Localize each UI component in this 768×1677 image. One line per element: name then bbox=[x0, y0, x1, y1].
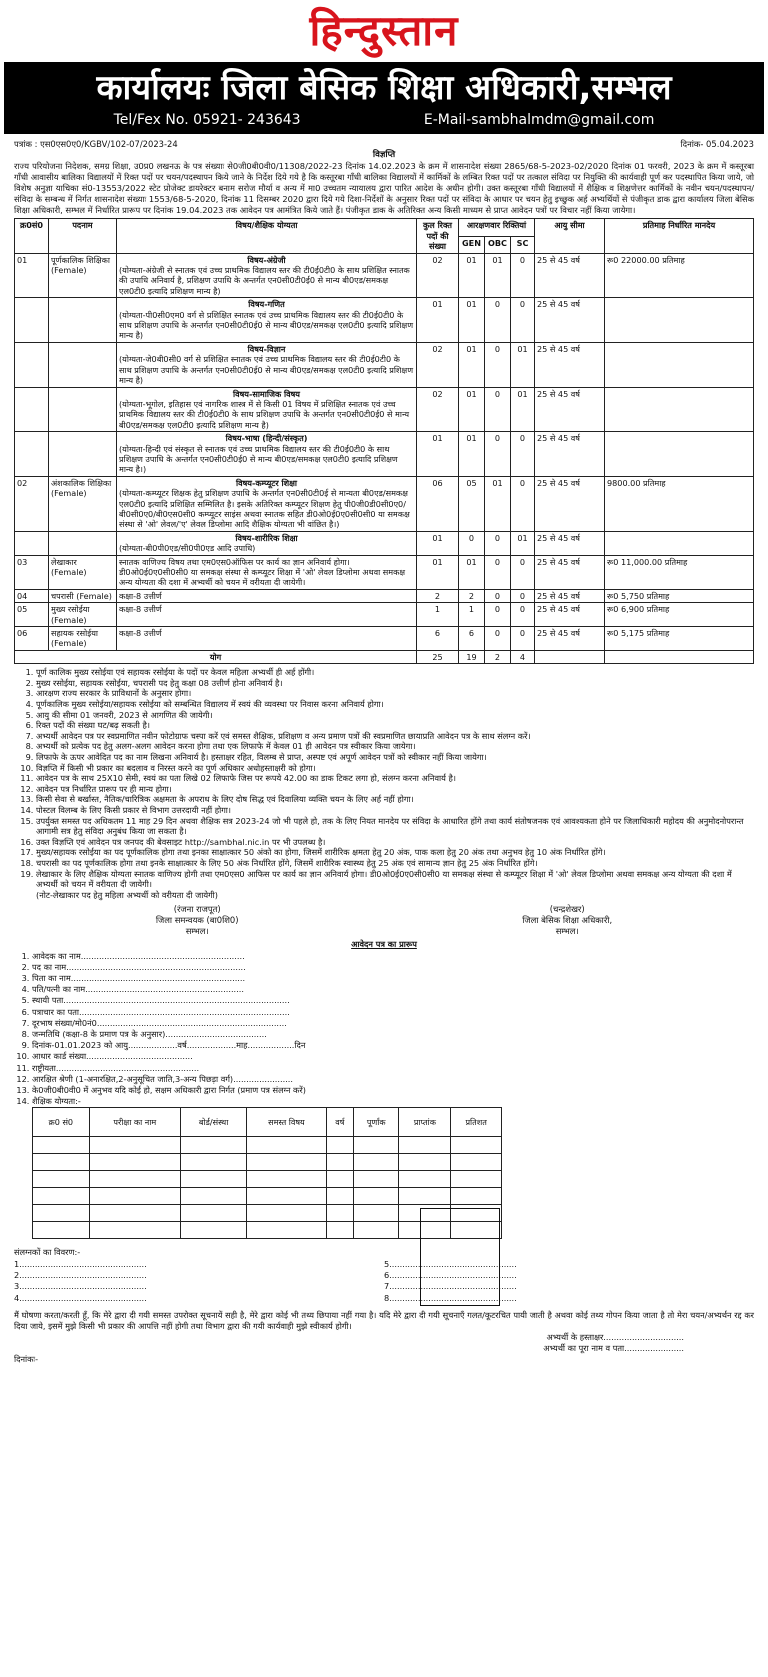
application-form bbox=[14, 939, 754, 1365]
cell-subject bbox=[117, 555, 417, 589]
reference-number: पत्रांक : एस0एस0ए0/KGBV/102-07/2023-24 bbox=[14, 139, 178, 149]
cell-obc: 0 bbox=[485, 342, 511, 387]
education-header-cell: प्राप्तांक bbox=[399, 1108, 451, 1137]
education-header-cell: क्र0 सं0 bbox=[33, 1108, 90, 1137]
education-cell bbox=[33, 1137, 90, 1154]
cell-gen: 1 bbox=[459, 603, 485, 627]
cell-pay bbox=[605, 387, 754, 432]
education-cell bbox=[399, 1188, 451, 1205]
education-header-cell: समस्त विषय bbox=[247, 1108, 327, 1137]
cell-obc: 0 bbox=[485, 298, 511, 343]
education-cell bbox=[451, 1188, 502, 1205]
enclosure-item: 8................................................. bbox=[384, 1292, 517, 1303]
subject-title: विषय-भाषा (हिन्दी/संस्कृत) bbox=[225, 433, 308, 444]
education-cell bbox=[181, 1188, 247, 1205]
cell-sno: 03 bbox=[15, 555, 49, 589]
total-label: योग bbox=[15, 650, 417, 663]
education-cell bbox=[353, 1222, 398, 1239]
table-row bbox=[15, 531, 754, 555]
cell-subject bbox=[117, 627, 417, 651]
education-cell bbox=[326, 1222, 353, 1239]
education-cell bbox=[326, 1171, 353, 1188]
cell-sc: 0 bbox=[511, 253, 535, 298]
enclosure-item: 7................................................. bbox=[384, 1281, 517, 1292]
cell-pay bbox=[605, 342, 754, 387]
office-title: कार्यालयः जिला बेसिक शिक्षा अधिकारी,सम्भल bbox=[96, 68, 672, 108]
note-item: 17. मुख्य/सहायक रसोईया का पद पूर्णकालिक होगा तथा इनका साक्षात्कार 50 अंको का होगा, जिसमें शारीरिक क्षमता हेतु 20 अंक, पाक कला हेतु 20 अंक तथा अनुभव हेतु 10 अंक निर्धारित होंगे। bbox=[36, 847, 754, 858]
subject-description: (योग्यता-हिन्दी एवं संस्कृत से स्नातक एवं उच्च प्राथमिक विद्यालय स्तर की टी0ई0टी0 के साथ प्रशिक्षण उपाधि के अन्तर्गत एन0सी0टी0ई0 से मान्य बी0एड/समकक्ष एल0टी0 इत्यादि प्रशिक्षण मान्य है।) bbox=[119, 443, 398, 475]
subject-description: (योग्यता-पी0सी0एम0 वर्ग से प्रशिक्षित स्नातक एवं उच्च प्राथमिक विद्यालय स्तर की टी0ई0टी0 के साथ प्रशिक्षण उपाधि के अन्तर्गत एन0सी0टी0ई0 से मान्य बी0एड/समकक्ष एल0टी0 इत्यादि प्रशिक्षण मान्य है) bbox=[119, 309, 414, 341]
note-item: 3. आरक्षण राज्य सरकार के प्राविधानों के अनुसार होगा। bbox=[36, 688, 754, 699]
cell-total: 6 bbox=[417, 627, 459, 651]
form-field: 9. दिनांक-01.01.2023 को आयु...................वर्ष...................माह..................दिन bbox=[32, 1040, 754, 1051]
total-age bbox=[535, 650, 605, 663]
cell-post: पूर्णकालिक शिक्षिका (Female) bbox=[49, 253, 117, 298]
cell-pay: रू0 5,750 प्रतिमाह bbox=[605, 589, 754, 602]
cell-gen: 01 bbox=[459, 432, 485, 477]
cell-sc: 0 bbox=[511, 476, 535, 531]
cell-sc: 01 bbox=[511, 387, 535, 432]
cell-obc: 0 bbox=[485, 387, 511, 432]
note-item: 1. पूर्ण कालिक मुख्य रसोईया एवं सहायक रसोईया के पदों पर केवल महिला अभ्यर्थी ही अर्ह होंगी। bbox=[36, 667, 754, 678]
education-header-cell: प्रतिशत bbox=[451, 1108, 502, 1137]
table-row bbox=[15, 589, 754, 602]
declaration: मैं घोषणा करता/करती हूँ, कि मेरे द्वारा दी गयी समस्त उपरोक्त सूचनायें सही है, मेरे द्वारा कोई भी तथ्य छिपाया नहीं गया है। यदि मेरे द्वारा दी गयी सूचनाएँ गलत/कूटरचित पायी जाती है अथवा कोई तथ्य गोपन किया जाता है तो मेरा चयन/अभ्यर्थन रद्द कर दिया जाये, इसमें मुझे किसी भी प्रकार की आपत्ति नहीं होगी तथा विभाग द्वारा की गयी कार्यवाही मुझे स्वीकार्य होगी। bbox=[14, 1310, 754, 1332]
form-field: 4. पति/पत्नी का नाम............................................................. bbox=[32, 984, 754, 995]
education-cell bbox=[181, 1171, 247, 1188]
education-row bbox=[33, 1188, 502, 1205]
education-cell bbox=[399, 1137, 451, 1154]
cell-subject bbox=[117, 476, 417, 531]
form-field: 14. शैक्षिक योग्यता:- bbox=[32, 1096, 754, 1107]
cell-sc: 0 bbox=[511, 627, 535, 651]
table-row bbox=[15, 342, 754, 387]
cell-sno: 04 bbox=[15, 589, 49, 602]
cell-sno: 06 bbox=[15, 627, 49, 651]
cell-age: 25 से 45 वर्ष bbox=[535, 555, 605, 589]
subject-title: विषय-सामाजिक विषय bbox=[233, 388, 300, 399]
cell-age: 25 से 45 वर्ष bbox=[535, 298, 605, 343]
cell-subject bbox=[117, 603, 417, 627]
education-cell bbox=[89, 1154, 180, 1171]
enclosure-item: 6................................................. bbox=[384, 1269, 517, 1280]
cell-pay bbox=[605, 531, 754, 555]
form-title: आवेदन पत्र का प्रारूप bbox=[351, 939, 417, 950]
cell-total: 1 bbox=[417, 603, 459, 627]
note-item: 11. आवेदन पत्र के साथ 25X10 सेमी, स्वयं का पता लिखे 02 लिफाफे जिस पर रूपये 42.00 का डाक टिकट लगा हो, संलग्न करना अनिवार्य है। bbox=[36, 773, 754, 784]
enclosures-left bbox=[14, 1259, 384, 1305]
cell-sc: 01 bbox=[511, 342, 535, 387]
subject-title: विषय-गणित bbox=[248, 299, 285, 310]
form-field: 11. राष्ट्रीयता....................................................... bbox=[32, 1063, 754, 1074]
education-row bbox=[33, 1154, 502, 1171]
cell-post bbox=[49, 298, 117, 343]
signature-coordinator bbox=[156, 904, 239, 937]
education-cell bbox=[33, 1171, 90, 1188]
education-cell bbox=[247, 1205, 327, 1222]
education-cell bbox=[181, 1137, 247, 1154]
cell-obc: 0 bbox=[485, 432, 511, 477]
cell-subject bbox=[117, 589, 417, 602]
newspaper-masthead bbox=[0, 0, 768, 62]
cell-gen: 01 bbox=[459, 387, 485, 432]
education-cell bbox=[326, 1188, 353, 1205]
form-fields bbox=[14, 951, 754, 1108]
subject-description: कक्षा-8 उत्तीर्ण bbox=[119, 628, 162, 639]
cell-gen: 05 bbox=[459, 476, 485, 531]
header-age: आयु सीमा bbox=[535, 219, 605, 253]
applicant-signature: अभ्यर्थी के हस्ताक्षर............................... bbox=[546, 1332, 684, 1343]
cell-sno bbox=[15, 298, 49, 343]
table-row bbox=[15, 476, 754, 531]
note-item: 18. चपरासी का पद पूर्णकालिक होगा तथा इनके साक्षात्कार के लिए 50 अंक निर्धारित होंगे, जिसमें शारीरिक स्वास्थ्य हेतु 25 अंक एवं सामान्य ज्ञान हेतु 25 अंक निर्धारित होंगे। bbox=[36, 858, 754, 869]
cell-sc: 0 bbox=[511, 603, 535, 627]
total-sc: 4 bbox=[511, 650, 535, 663]
signature-title: जिला बेसिक शिक्षा अधिकारी, bbox=[522, 915, 613, 926]
cell-obc: 0 bbox=[485, 555, 511, 589]
enclosure-item: 5................................................. bbox=[384, 1258, 517, 1269]
education-cell bbox=[247, 1154, 327, 1171]
subject-description: (योग्यता-अंग्रेजी से स्नातक एवं उच्च प्राथमिक विद्यालय स्तर की टी0ई0टी0 के साथ प्रशिक्षित स्नातक की उपाधि अनिवार्य है, प्रशिक्षण उपाधि के अन्तर्गत एन0सी0टी0ई0 से मान्य बी0एड/समकक्ष एल0टी0 इत्यादि प्रशिक्षण मान्य है) bbox=[119, 265, 410, 296]
education-cell bbox=[181, 1154, 247, 1171]
cell-sc: 01 bbox=[511, 531, 535, 555]
enclosure-item: 2................................................. bbox=[14, 1269, 147, 1280]
cell-post bbox=[49, 432, 117, 477]
cell-age: 25 से 45 वर्ष bbox=[535, 531, 605, 555]
education-cell bbox=[353, 1205, 398, 1222]
education-cell bbox=[353, 1154, 398, 1171]
cell-gen: 01 bbox=[459, 555, 485, 589]
cell-pay bbox=[605, 432, 754, 477]
vacancy-rows bbox=[15, 253, 754, 650]
table-row bbox=[15, 603, 754, 627]
form-field: 6. पत्राचार का पता................................................................................. bbox=[32, 1007, 754, 1018]
contact-row bbox=[12, 110, 756, 128]
notes-list bbox=[14, 667, 754, 889]
cell-age: 25 से 45 वर्ष bbox=[535, 627, 605, 651]
note-item: 7. अभ्यर्थी आवेदन पत्र पर स्वप्रमाणित नवीन फोटोग्राफ चस्पा करें एवं समस्त शैक्षिक, प्रशिक्षण व अन्य प्रमाण पत्रों की स्वप्रमाणित छायाप्रति आवेदन पत्र के साथ संलग्न करें। bbox=[36, 731, 754, 742]
cell-age: 25 से 45 वर्ष bbox=[535, 253, 605, 298]
cell-subject bbox=[117, 432, 417, 477]
education-cell bbox=[33, 1154, 90, 1171]
note-item: 2. मुख्य रसोईया, सहायक रसोईया, चपरासी पद हेतु कक्षा 08 उत्तीर्ण होना अनिवार्य है। bbox=[36, 678, 754, 689]
enclosure-item: 1................................................. bbox=[14, 1258, 147, 1269]
education-cell bbox=[89, 1137, 180, 1154]
cell-age: 25 से 45 वर्ष bbox=[535, 589, 605, 602]
cell-post: सहायक रसोईया (Female) bbox=[49, 627, 117, 651]
cell-total: 01 bbox=[417, 531, 459, 555]
form-field: 7. दूरभाष संख्या/मो0नं0......................................................................... bbox=[32, 1018, 754, 1029]
vacancy-table bbox=[14, 218, 754, 664]
cell-obc: 0 bbox=[485, 531, 511, 555]
cell-age: 25 से 45 वर्ष bbox=[535, 387, 605, 432]
cell-age: 25 से 45 वर्ष bbox=[535, 342, 605, 387]
subject-description: (योग्यता-बी0पी0एड/सी0पी0एड आदि उपाधि) bbox=[119, 543, 256, 554]
subject-description: (योग्यता-भूगोल, इतिहास एवं नागरिक शास्त्र में से किसी 01 विषय में प्रशिक्षित स्नातक एवं उच्च प्राथमिक विद्यालय स्तर की टी0ई0टी0 के साथ प्रशिक्षण उपाधि के अन्तर्गत एन0सी0टी0ई0 से मान्य बी0एड/समकक्ष एल0टी0 इत्यादि प्रशिक्षण मान्य है) bbox=[119, 398, 410, 430]
table-row bbox=[15, 627, 754, 651]
cell-sc: 0 bbox=[511, 432, 535, 477]
signature-title: जिला समन्वयक (बा0शि0) bbox=[155, 915, 239, 926]
notes-section bbox=[14, 667, 754, 900]
cell-total: 01 bbox=[417, 555, 459, 589]
subject-title: विषय-अंग्रेजी bbox=[247, 254, 286, 265]
education-cell bbox=[247, 1222, 327, 1239]
education-cell bbox=[399, 1171, 451, 1188]
cell-total: 01 bbox=[417, 432, 459, 477]
photo-box bbox=[420, 1208, 500, 1306]
cell-post: अंशकालिक शिक्षिका (Female) bbox=[49, 476, 117, 531]
header-obc: OBC bbox=[485, 236, 511, 253]
applicant-name-address: अभ्यर्थी का पूरा नाम व पता....................... bbox=[543, 1343, 684, 1354]
cell-sno: 01 bbox=[15, 253, 49, 298]
cell-total: 02 bbox=[417, 342, 459, 387]
enclosure-item: 3................................................. bbox=[14, 1281, 147, 1292]
note-item: 5. आयु की सीमा 01 जनवरी, 2023 से आगणित की जायेगी। bbox=[36, 710, 754, 721]
cell-pay: 9800.00 प्रतिमाह bbox=[605, 476, 754, 531]
cell-post: लेखाकार (Female) bbox=[49, 555, 117, 589]
education-cell bbox=[33, 1188, 90, 1205]
header-subject: विषय/शैक्षिक योग्यता bbox=[117, 219, 417, 253]
enclosures-list bbox=[14, 1259, 754, 1305]
cell-gen: 01 bbox=[459, 342, 485, 387]
cell-gen: 0 bbox=[459, 531, 485, 555]
total-pay bbox=[605, 650, 754, 663]
education-cell bbox=[326, 1205, 353, 1222]
table-row bbox=[15, 432, 754, 477]
note-item: 12. आवेदन पत्र निर्धारित प्रारूप पर ही मान्य होगा। bbox=[36, 784, 754, 795]
education-cell bbox=[399, 1154, 451, 1171]
cell-subject bbox=[117, 531, 417, 555]
cell-total: 06 bbox=[417, 476, 459, 531]
form-field: 10. आधार कार्ड संख्या......................................... bbox=[32, 1051, 754, 1062]
note-item: 6. रिक्त पदों की संख्या घट/बढ़ सकती है। bbox=[36, 720, 754, 731]
form-field: 2. पद का नाम..................................................................... bbox=[32, 962, 754, 973]
cell-gen: 2 bbox=[459, 589, 485, 602]
header-total: कुल रिक्त पदों की संख्या bbox=[417, 219, 459, 253]
signature-name: (रंजना राजपूत) bbox=[173, 904, 221, 915]
cell-post: मुख्य रसोईया (Female) bbox=[49, 603, 117, 627]
signature-place: सम्भल। bbox=[555, 926, 579, 937]
education-cell bbox=[353, 1171, 398, 1188]
header-pay: प्रतिमाह निर्धारित मानदेय bbox=[605, 219, 754, 253]
cell-sc: 0 bbox=[511, 298, 535, 343]
education-cell bbox=[181, 1205, 247, 1222]
phone-number: Tel/Fex No. 05921- 243643 bbox=[113, 112, 301, 128]
note-item: 4. पूर्णकालिक मुख्य रसोईया/सहायक रसोईया को सम्बन्धित विद्यालय में स्वयं की व्यवस्था पर निवास करना अनिवार्य होगा। bbox=[36, 699, 754, 710]
education-cell bbox=[326, 1154, 353, 1171]
subject-title: विषय-शारीरिक शिक्षा bbox=[235, 532, 298, 543]
table-row bbox=[15, 387, 754, 432]
cell-post bbox=[49, 387, 117, 432]
cell-sno bbox=[15, 432, 49, 477]
table-row bbox=[15, 555, 754, 589]
cell-pay: रू0 11,000.00 प्रतिमाह bbox=[605, 555, 754, 589]
reference-row bbox=[14, 139, 754, 150]
cell-post bbox=[49, 342, 117, 387]
subject-description: स्नातक वाणिज्य विषय तथा एम0एस0ऑफिस पर कार्य का ज्ञान अनिवार्य होगा। डी0ओ0ई0ए0सी0सी0 या समकक्ष संस्था से कम्प्यूटर शिक्षा में 'ओ' लेवल डिप्लोमा अथवा समकक्ष अन्य योग्यता की दशा में अभ्यर्थी को चयन में वरीयता दी जायेगी। bbox=[119, 556, 406, 588]
education-header-cell: परीक्षा का नाम bbox=[89, 1108, 180, 1137]
education-cell bbox=[247, 1171, 327, 1188]
cell-subject bbox=[117, 387, 417, 432]
education-cell bbox=[89, 1205, 180, 1222]
office-banner bbox=[4, 62, 764, 134]
cell-subject bbox=[117, 342, 417, 387]
education-cell bbox=[33, 1222, 90, 1239]
education-cell bbox=[451, 1171, 502, 1188]
header-sc: SC bbox=[511, 236, 535, 253]
cell-age: 25 से 45 वर्ष bbox=[535, 432, 605, 477]
total-obc: 2 bbox=[485, 650, 511, 663]
form-date: दिनांकः- bbox=[14, 1354, 39, 1365]
cell-sno bbox=[15, 387, 49, 432]
cell-obc: 01 bbox=[485, 476, 511, 531]
subject-description: कक्षा-8 उत्तीर्ण bbox=[119, 604, 162, 615]
cell-sno bbox=[15, 531, 49, 555]
cell-pay: रू0 6,900 प्रतिमाह bbox=[605, 603, 754, 627]
cell-sc: 0 bbox=[511, 589, 535, 602]
cell-sno: 02 bbox=[15, 476, 49, 531]
cell-total: 2 bbox=[417, 589, 459, 602]
cell-post bbox=[49, 531, 117, 555]
education-row bbox=[33, 1137, 502, 1154]
cell-age: 25 से 45 वर्ष bbox=[535, 603, 605, 627]
form-field: 3. पिता का नाम................................................................... bbox=[32, 973, 754, 984]
education-header-cell: बोर्ड/संस्था bbox=[181, 1108, 247, 1137]
education-cell bbox=[353, 1188, 398, 1205]
cell-subject bbox=[117, 298, 417, 343]
cell-subject bbox=[117, 253, 417, 298]
header-post: पदनाम bbox=[49, 219, 117, 253]
reference-date: दिनांक- 05.04.2023 bbox=[680, 139, 754, 149]
form-field: 5. स्थायी पता....................................................................................... bbox=[32, 995, 754, 1006]
signature-place: सम्भल। bbox=[185, 926, 209, 937]
table-row bbox=[15, 253, 754, 298]
notice-heading: विज्ञप्ति bbox=[372, 150, 396, 161]
note-item: 8. अभ्यर्थी को प्रत्येक पद हेतु अलग-अलग आवेदन करना होगा तथा एक लिफाफे में केवल 01 ही आवेदन पत्र स्वीकार किया जायेगा। bbox=[36, 741, 754, 752]
education-cell bbox=[33, 1205, 90, 1222]
note-item: 10. विज्ञप्ति में किसी भी प्रकार का बदलाव व निरस्त करने का पूर्ण अधिकार अधोहस्ताक्षरी को होगा। bbox=[36, 763, 754, 774]
cell-total: 02 bbox=[417, 253, 459, 298]
education-cell bbox=[89, 1222, 180, 1239]
education-cell bbox=[247, 1188, 327, 1205]
note-item: 13. किसी सेवा से बर्खास्त, नैतिक/चारित्रिक अक्षमता के अपराध के लिए दोष सिद्ध एवं दिवालिया व्यक्ति चयन के लिए अर्ह नहीं होगा। bbox=[36, 794, 754, 805]
education-cell bbox=[247, 1137, 327, 1154]
cell-pay: रू0 5,175 प्रतिमाह bbox=[605, 627, 754, 651]
subject-description: (योग्यता-कम्प्यूटर शिक्षक हेतु प्रशिक्षण उपाधि के अन्तर्गत एन0सी0टी0ई से मान्यता बी0एड/समकक्ष एल0टी0 इत्यादि प्रशिक्षित सम्मिलित है। इसके अतिरिक्त कम्प्यूटर शिक्षण हेतु पी0जी0डी0सी0ए0/बी0सी0ए0/बी0एस0सी0 कम्प्यूटर साइंस अथवा स्नातक सहित डी0ओ0ई0ए0सी0सी0 या समकक्ष संस्था से 'ओ' लेवल/'ए' लेवल डिप्लोमा आदि शैक्षिक योग्यता भी वांछित है।) bbox=[119, 488, 410, 530]
education-cell bbox=[451, 1137, 502, 1154]
masthead-logo: हिन्दुस्तान bbox=[309, 6, 459, 55]
education-cell bbox=[89, 1188, 180, 1205]
cell-obc: 0 bbox=[485, 589, 511, 602]
cell-obc: 0 bbox=[485, 627, 511, 651]
table-header-row bbox=[15, 219, 754, 236]
cell-obc: 01 bbox=[485, 253, 511, 298]
education-header-cell: पूर्णांक bbox=[353, 1108, 398, 1137]
header-gen: GEN bbox=[459, 236, 485, 253]
total-gen: 19 bbox=[459, 650, 485, 663]
cell-age: 25 से 45 वर्ष bbox=[535, 476, 605, 531]
enclosures-title: संलग्नकों का विवरण:- bbox=[14, 1247, 81, 1258]
cell-sno: 05 bbox=[15, 603, 49, 627]
signature-officer bbox=[522, 904, 612, 937]
education-cell bbox=[451, 1154, 502, 1171]
subject-description: कक्षा-8 उत्तीर्ण bbox=[119, 590, 162, 601]
email-address: E-Mail-sambhalmdm@gmail.com bbox=[423, 112, 655, 128]
form-field: 12. आरक्षित श्रेणी (1-अनारक्षित,2-अनुसूचित जाति,3-अन्य पिछड़ा वर्ग)....................... bbox=[32, 1074, 754, 1085]
cell-total: 01 bbox=[417, 298, 459, 343]
note-item: 14. पोस्टल विलम्ब के लिए किसी प्रकार से विभाग उत्तरदायी नहीं होगा। bbox=[36, 805, 754, 816]
education-cell bbox=[89, 1171, 180, 1188]
subject-description: (योग्यता-जे0बी0सी0 वर्ग से प्रशिक्षित स्नातक एवं उच्च प्राथमिक विद्यालय स्तर की टी0ई0टी0 के साथ प्रशिक्षण उपाधि के अन्तर्गत एन0सी0टी0ई0 से मान्य बी0एड/समकक्ष एल0टी0 इत्यादि प्रशिक्षण मान्य है) bbox=[119, 354, 414, 386]
cell-gen: 01 bbox=[459, 298, 485, 343]
form-field: 1. आवेदक का नाम............................................................... bbox=[32, 951, 754, 962]
form-field: 13. के0जी0बी0वी0 में अनुभव यदि कोई हो, सक्षम अधिकारी द्वारा निर्गत (प्रमाण पत्र संलग्न करें) bbox=[32, 1085, 754, 1096]
notes-tail: (नोट-लेखाकार पद हेतु महिला अभ्यर्थी को वरीयता दी जायेगी) bbox=[36, 889, 219, 900]
cell-post: चपरासी (Female) bbox=[49, 589, 117, 602]
cell-gen: 6 bbox=[459, 627, 485, 651]
education-header-cell: वर्ष bbox=[326, 1108, 353, 1137]
enclosure-item: 4................................................. bbox=[14, 1292, 147, 1303]
cell-sc: 0 bbox=[511, 555, 535, 589]
total-row bbox=[15, 650, 754, 663]
education-header-row bbox=[33, 1108, 502, 1137]
note-item: 19. लेखाकार के लिए शैक्षिक योग्यता स्नातक वाणिज्य होगी तथा एम0एस0 आफिस पर कार्य का ज्ञान अनिवार्य होगा। डी0ओ0ई0ए0सी0सी0 या समकक्ष संस्था से कम्प्यूटर शिक्षा में 'ओ' लेवल डिप्लोमा अथवा समकक्ष अन्य योग्यता की दशा में अभ्यर्थी को चयन में वरीयता दी जायेगी। bbox=[36, 869, 754, 890]
total-posts: 25 bbox=[417, 650, 459, 663]
cell-obc: 0 bbox=[485, 603, 511, 627]
note-item: 16. उक्त विज्ञप्ति एवं आवेदन पत्र जनपद की बेवसाइट http://sambhal.nic.in पर भी उपलब्ध है। bbox=[36, 837, 754, 848]
education-cell bbox=[181, 1222, 247, 1239]
education-cell bbox=[353, 1137, 398, 1154]
cell-pay: रू0 22000.00 प्रतिमाह bbox=[605, 253, 754, 298]
header-reserved: आरक्षणवार रिक्तियां bbox=[459, 219, 535, 236]
notice-intro: राज्य परियोजना निदेशक, समग्र शिक्षा, उ0प्र0 लखनऊ के पत्र संख्याः से0जी0बी0वी0/11308/2022-23 दिनांक 14.02.2023 के क्रम में शासनादेश संख्या 2865/68-5-2023-02/2020 दिनांक 01 फरवरी, 2023 के क्रम में कस्तूरबा गाँधी आवासीय बालिका विद्यालयों में रिक्त पदों पर चयन/पदस्थापन किये जाने के निर्देश दिये गये है कि कस्तूरबा गाँधी बालिका विद्यालयों में कार्मिकों के लम्बित रिक्त पदों पर तत्काल संविदा पर नियुक्ति की कार्यवाही पूर्ण कर पदस्थापित किया जाये, जो विशेष अनुज्ञा याचिका सं0-13553/2022 स्टेट प्रोजेक्ट डायरेक्टर बनाम सरोज मौर्या व अन्य में मा0 उच्चतम न्यायालय द्वारा पारित आदेश के अधीन होगी। उक्त कस्तूरबा गाँधी विद्यालयों में शैक्षिक व शिक्षणेत्तर कार्मिकों के नवीन चयन/पदस्थापन/संविदा के सम्बन्ध में निर्गत शासनादेश संख्याः 1553/68-5-2020, दिनांक 11 दिसम्बर 2020 द्वारा दिये गये दिशा-निर्देशों के अनुसार रिक्त पदों पर संविदा के आधार पर चयन हेतु इच्छुक अर्ह अभ्यर्थियों से पंजीकृत डाक द्वारा कार्यालय जिला बेसिक शिक्षा अधिकारी, सम्भल में निर्धारित प्रारूप पर दिनांक 19.04.2023 तक आवेदन पत्र आमंत्रित किये जाते हैं। पंजीकृत डाक के अतिरिक्त अन्य किसी माध्यम से प्राप्त आवेदन पत्रों पर विचार नहीं किया जायेगा। bbox=[14, 161, 754, 216]
education-cell bbox=[326, 1137, 353, 1154]
signature-block bbox=[14, 904, 754, 937]
education-row bbox=[33, 1171, 502, 1188]
signature-name: (चन्द्रशेखर) bbox=[549, 904, 585, 915]
cell-gen: 01 bbox=[459, 253, 485, 298]
note-item: 9. लिफाफे के ऊपर आवेदित पद का नाम लिखना अनिवार्य है। हस्ताक्षर रहित, विलम्ब से प्राप्त, अस्पष्ट एवं अपूर्ण आवेदन पत्रों को स्वीकार नहीं किया जायेगा। bbox=[36, 752, 754, 763]
notice-body bbox=[0, 134, 768, 1365]
header-sno: क्र0सं0 bbox=[15, 219, 49, 253]
form-field: 8. जन्मतिथि (कक्षा-8 के प्रमाण पत्र के अनुसार)....................................... bbox=[32, 1029, 754, 1040]
subject-title: विषय-विज्ञान bbox=[247, 343, 286, 354]
subject-title: विषय-कम्प्यूटर शिक्षा bbox=[236, 477, 297, 488]
cell-pay bbox=[605, 298, 754, 343]
cell-sno bbox=[15, 342, 49, 387]
cell-total: 02 bbox=[417, 387, 459, 432]
table-row bbox=[15, 298, 754, 343]
note-item: 15. उपर्युक्त समस्त पद अधिकतम 11 माह 29 दिन अथवा शैक्षिक सत्र 2023-24 जो भी पहले हो, तक के लिए नियत मानदेय पर संविदा के आधारित होंगे तथा कार्य संतोषजनक एवं आवश्यकता होने पर जिलाधिकारी महोदय की अनुमोदनोपरान्त आगामी सत्र हेतु संविदा अनुबंध किया जा सकता है। bbox=[36, 816, 754, 837]
